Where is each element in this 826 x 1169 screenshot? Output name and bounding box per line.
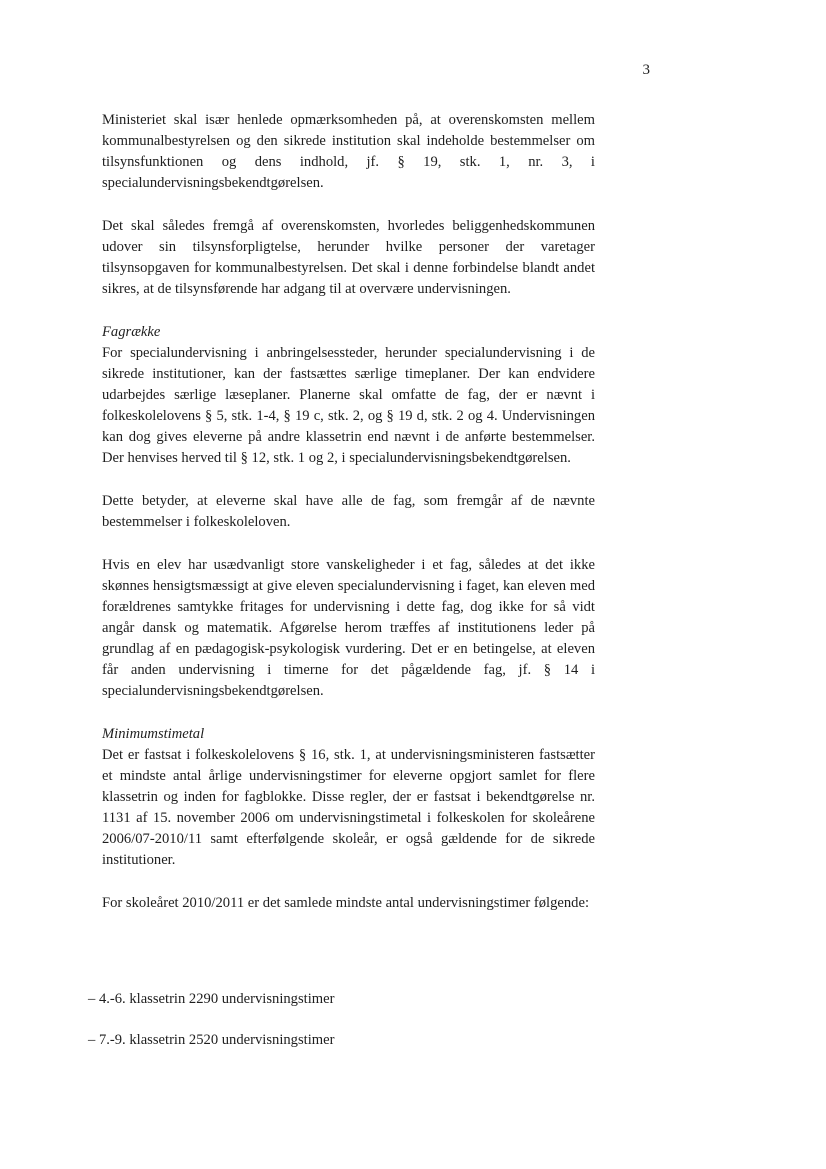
section-heading-fagraekke: Fagrække bbox=[102, 324, 161, 340]
list-item: – 4.-6. klassetrin 2290 undervisningstimer bbox=[88, 991, 335, 1007]
section-heading-minimumstimetal: Minimumstimetal bbox=[102, 726, 205, 742]
paragraph-oversight-agreement: Ministeriet skal især henlede opmærksomheden på, at overenskomsten mellem kommunalbestyrelsen og den sikrede institution skal indeholde bestemmelser om tilsynsfunktionen og dens indhold, jf. § 19, stk. 1, nr. 3, i specialundervisningsbekendtgørelsen. bbox=[102, 112, 595, 191]
paragraph-exemption: Hvis en elev har usædvanligt store vanskeligheder i et fag, således at det ikke skønnes hensigtsmæssigt at give eleven specialundervisning i faget, kan eleven med forældrenes samtykke fritages for undervisning i dette fag, dog ikke for så vidt angår dansk og matematik. Afgørelse herom træffes af institutionens leder på grundlag af en pædagogisk-psykologisk vurdering. Det er en betingelse, at eleven får anden undervisning i timerne for det pågældende fag, jf. § 14 i specialundervisningsbekendtgørelsen. bbox=[102, 557, 595, 699]
paragraph-all-subjects: Dette betyder, at eleverne skal have alle de fag, som fremgår af de nævnte bestemmelser i folkeskoleloven. bbox=[102, 493, 595, 530]
paragraph-oversight-duties: Det skal således fremgå af overenskomsten, hvorledes beliggenhedskommunen udover sin tilsynsforpligtelse, herunder hvilke personer der varetager tilsynsopgaven for kommunalbestyrelsen. Det skal i denne forbindelse blandt andet sikres, at de tilsynsførende har adgang til at overvære undervisningen. bbox=[102, 218, 595, 297]
page-number: 3 bbox=[642, 62, 650, 78]
paragraph-minimum-hours-intro: For skoleåret 2010/2011 er det samlede mindste antal undervisningstimer følgende: bbox=[102, 895, 590, 911]
paragraph-minimum-hours-rule: Det er fastsat i folkeskolelovens § 16, stk. 1, at undervisningsministeren fastsætter et mindste antal årlige undervisningstimer for eleverne opgjort samlet for flere klassetrin og inden for fagblokke. Disse regler, der er fastsat i bekendtgørelse nr. 1131 af 15. november 2006 om undervisningstimetal i folkeskolen for skoleårene 2006/07-2010/11 samt efterfølgende skoleår, er også gældende for de sikrede institutioner. bbox=[102, 747, 595, 868]
list-item: – 7.-9. klassetrin 2520 undervisningstimer bbox=[88, 1032, 335, 1048]
paragraph-special-timetables: For specialundervisning i anbringelsessteder, herunder specialundervisning i de sikrede institutioner, kan der fastsættes særlige timeplaner. Der kan endvidere udarbejdes særlige læseplaner. Planerne skal omfatte de fag, der er nævnt i folkeskolelovens § 5, stk. 1-4, § 19 c, stk. 2, og § 19 d, stk. 2 og 4. Undervisningen kan dog gives eleverne på andre klassetrin end nævnt i de anførte bestemmelser. Der henvises herved til § 12, stk. 1 og 2, i specialundervisningsbekendtgørelsen. bbox=[102, 345, 595, 466]
document-body bbox=[102, 110, 595, 914]
